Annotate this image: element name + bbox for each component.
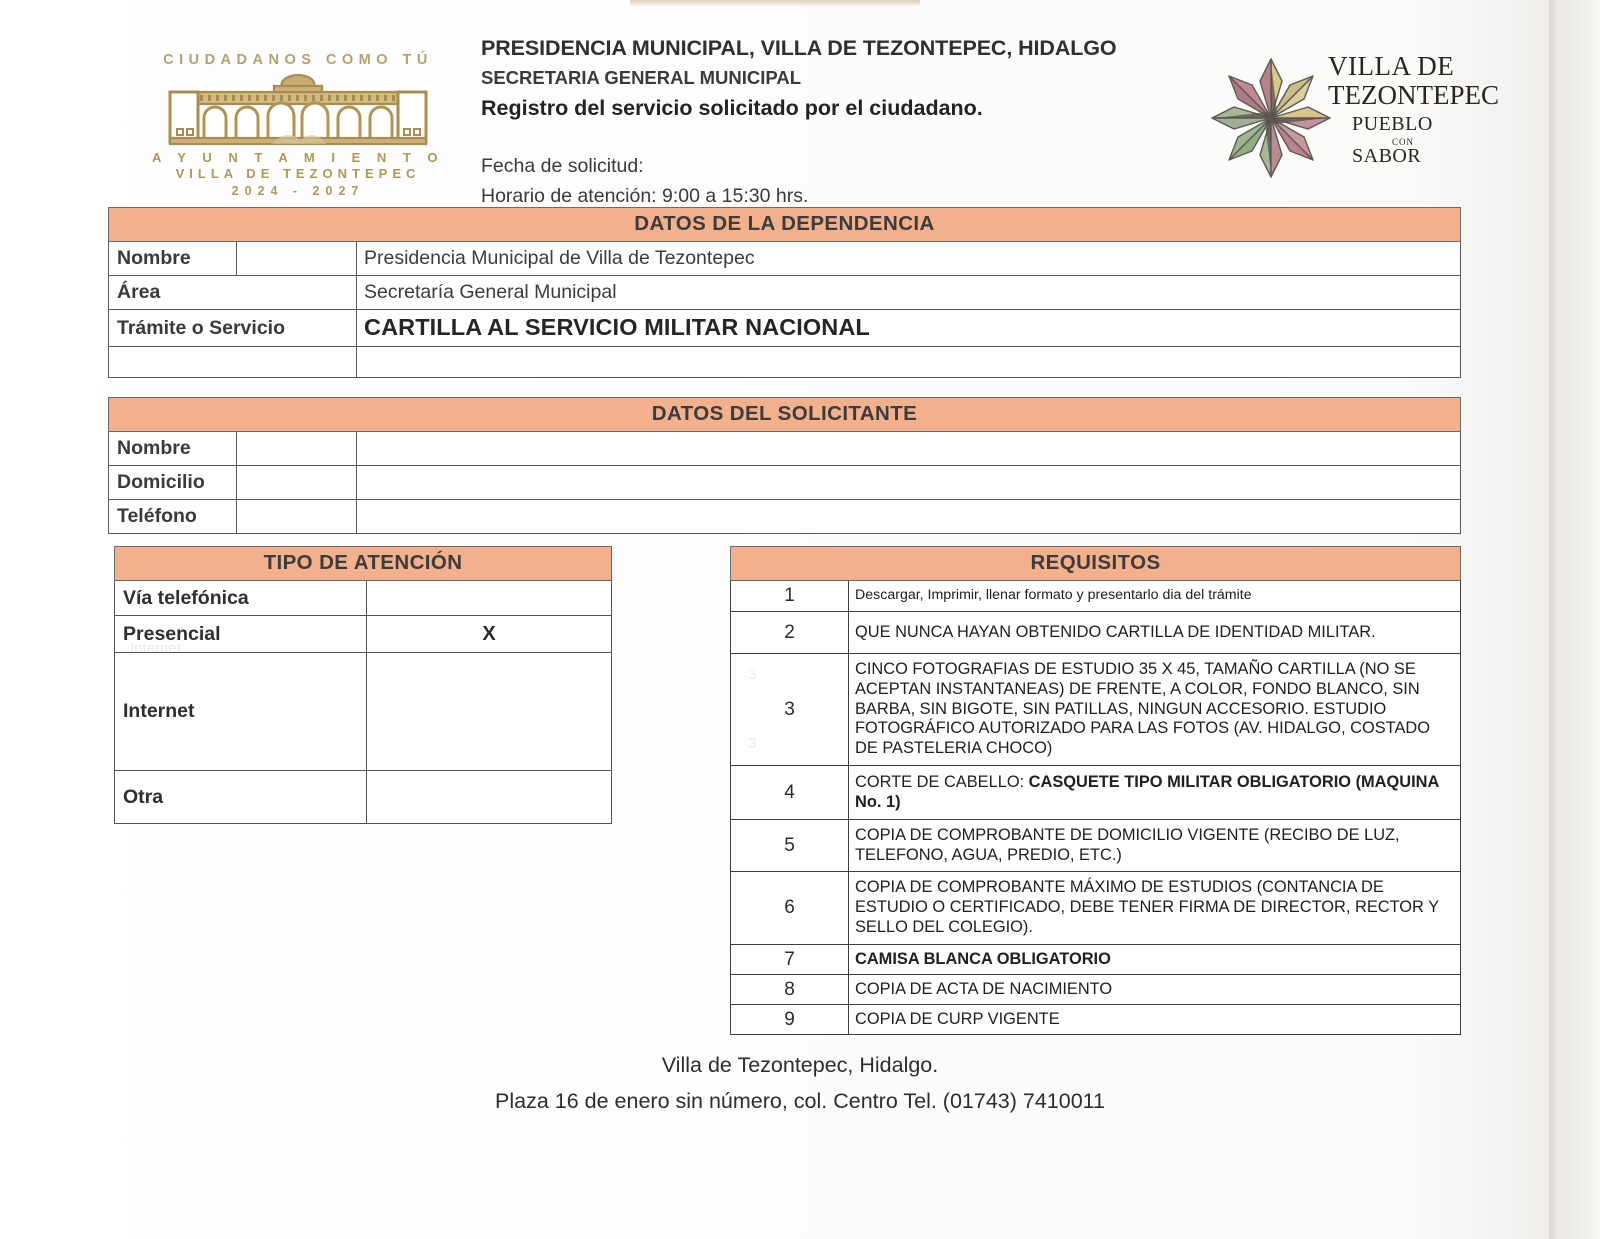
requisito-text: COPIA DE ACTA DE NACIMIENTO [855, 979, 1113, 998]
dependencia-tramite-value: CARTILLA AL SERVICIO MILITAR NACIONAL [364, 314, 870, 340]
header-title-block [481, 36, 1181, 121]
logo-word-con: CON [1392, 137, 1415, 148]
form-purpose-title: Registro del servicio solicitado por el ciudadano. [481, 96, 983, 120]
atencion-otra-label-cell [115, 771, 367, 824]
logo-word-tezontepec: TEZONTEPEC [1328, 79, 1499, 110]
dependencia-extra-label-cell[interactable] [109, 347, 357, 378]
requisito-text: QUE NUNCA HAYAN OBTENIDO CARTILLA DE IDENTIDAD MILITAR. [855, 622, 1376, 641]
logo-word-pueblo: PUEBLO [1352, 113, 1433, 136]
requisitos-band-cell [731, 547, 1461, 581]
atencion-internet-label-cell [115, 653, 367, 771]
logo-word-sabor: SABOR [1352, 145, 1422, 168]
solicitante-telefono-value [357, 512, 1460, 522]
requisito-text-bold: CASQUETE TIPO MILITAR OBLIGATORIO (MAQUINA No. 1) [855, 772, 1439, 811]
table-row [109, 310, 1461, 347]
solicitante-telefono-label: Teléfono [117, 505, 197, 527]
seal-ayuntamiento-label: A Y U N T A M I E N T O [151, 150, 445, 165]
municipal-seal-logo [148, 52, 448, 204]
star-flower-icon [1206, 53, 1336, 183]
solicitante-band-cell [109, 398, 1461, 432]
requisito-text-cell [849, 766, 1461, 820]
datos-dependencia-table [108, 207, 1461, 378]
requisito-number: 8 [784, 978, 795, 1000]
atencion-otra-checkbox-cell[interactable] [367, 771, 612, 824]
dependencia-area-value-cell[interactable] [357, 276, 1461, 310]
tipo-de-atencion-table [114, 546, 612, 824]
atencion-presencial-mark: X [482, 622, 496, 645]
requisito-number-cell [731, 1005, 849, 1035]
solicitante-domicilio-label: Domicilio [117, 471, 205, 493]
requisito-text-cell [849, 581, 1461, 612]
table-row [115, 771, 612, 824]
requisito-text: CINCO FOTOGRAFIAS DE ESTUDIO 35 X 45, TAMAÑO CARTILLA (NO SE ACEPTAN INSTANTANEAS) DE FRENTE, A COLOR, FONDO BLANCO, SIN BARBA, SIN BIGOTE, SIN PATILLAS, NINGUN ACCESORIO. ESTUDIO FOTOGRÁFICO AUTORIZADO PARA LAS FOTOS (AV. HIDALGO, COSTADO DE PASTELERIA CHOCO) [855, 660, 1430, 758]
dependencia-band-label: DATOS DE LA DEPENDENCIA [634, 212, 935, 235]
requisitos-band-label: REQUISITOS [1030, 551, 1161, 574]
table-row [115, 616, 612, 653]
solicitante-nombre-label-cell [109, 432, 237, 466]
horario-atencion-label: Horario de atención: 9:00 a 15:30 hrs. [481, 185, 809, 207]
requisito-number-cell [731, 581, 849, 612]
requisito-number: 1 [784, 585, 795, 606]
requisito-number-cell [731, 612, 849, 654]
solicitante-nombre-value [357, 444, 1460, 454]
solicitante-domicilio-label-cell [109, 466, 237, 500]
dependencia-band-cell [109, 208, 1461, 242]
table-row [731, 945, 1461, 975]
dependencia-nombre-label: Nombre [117, 247, 191, 269]
dependencia-area-value: Secretaría General Municipal [364, 281, 617, 303]
seal-period-label: 2024 - 2027 [231, 184, 365, 198]
table-row [731, 612, 1461, 654]
requisito-text-cell [849, 612, 1461, 654]
page-title: PRESIDENCIA MUNICIPAL, VILLA DE TEZONTEPEC, HIDALGO [481, 36, 1117, 60]
solicitante-domicilio-mid-cell[interactable] [237, 466, 357, 500]
table-band-row [109, 208, 1461, 242]
atencion-via-telefonica-label-cell [115, 581, 367, 616]
table-row [731, 581, 1461, 612]
requisito-text-cell [849, 872, 1461, 945]
table-row [731, 872, 1461, 945]
requisito-number: 7 [784, 948, 795, 970]
requisito-text: Descargar, Imprimir, llenar formato y presentarlo dia del trámite [855, 587, 1252, 604]
footer-address: Plaza 16 de enero sin número, col. Centro Tel. (01743) 7410011 [495, 1089, 1105, 1113]
requisito-number: 9 [784, 1008, 795, 1030]
seal-building-icon [154, 72, 442, 148]
table-band-row [109, 398, 1461, 432]
requisito-number-cell [731, 654, 849, 766]
requisito-number: 3 [784, 698, 795, 720]
footer-location: Villa de Tezontepec, Hidalgo. [661, 1053, 939, 1077]
villa-logo-wordmark [1328, 53, 1508, 168]
table-band-row [115, 547, 612, 581]
fecha-solicitud-label: Fecha de solicitud: [481, 155, 644, 177]
solicitante-nombre-mid-cell[interactable] [237, 432, 357, 466]
requisito-text: COPIA DE COMPROBANTE MÁXIMO DE ESTUDIOS (CONTANCIA DE ESTUDIO O CERTIFICADO, DEBE TENER FIRMA DE DIRECTOR, RECTOR Y SELLO DEL COLEGIO). [855, 878, 1439, 936]
solicitante-telefono-mid-cell[interactable] [237, 500, 357, 534]
solicitante-domicilio-value-cell[interactable] [357, 466, 1461, 500]
atencion-via-telefonica-checkbox-cell[interactable] [367, 581, 612, 616]
atencion-presencial-checkbox-cell[interactable] [367, 616, 612, 653]
atencion-band-cell [115, 547, 612, 581]
logo-word-villa-de: VILLA DE [1328, 51, 1455, 81]
requisito-number-cell [731, 945, 849, 975]
header-meta-block [481, 155, 1181, 208]
requisito-number-cell [731, 975, 849, 1005]
dependencia-tramite-label-cell [109, 310, 357, 347]
datos-solicitante-table [108, 397, 1461, 534]
solicitante-nombre-value-cell[interactable] [357, 432, 1461, 466]
atencion-presencial-label: Presencial [123, 622, 221, 645]
table-row [731, 975, 1461, 1005]
table-row [731, 1005, 1461, 1035]
requisito-text-cell [849, 975, 1461, 1005]
requisito-number: 4 [784, 781, 795, 803]
atencion-via-telefonica-label: Vía telefónica [123, 586, 249, 609]
table-row [115, 653, 612, 771]
table-row [109, 500, 1461, 534]
dependencia-nombre-value-cell[interactable] [357, 242, 1461, 276]
requisito-number-cell [731, 766, 849, 820]
dependencia-nombre-spacer-cell[interactable] [237, 242, 357, 276]
table-row [109, 432, 1461, 466]
requisito-number: 2 [784, 621, 795, 643]
requisitos-table [730, 546, 1461, 1035]
seal-municipality-label: VILLA DE TEZONTEPEC [175, 166, 421, 181]
document-header [0, 0, 1600, 205]
dependencia-area-label: Área [117, 281, 161, 303]
requisito-text-cell [849, 945, 1461, 975]
dependencia-nombre-label-cell [109, 242, 237, 276]
requisito-number: 5 [784, 834, 795, 856]
requisito-number: 6 [784, 897, 795, 918]
requisito-text-cell [849, 820, 1461, 872]
document-footer [0, 1053, 1600, 1114]
requisito-text: COPIA DE CURP VIGENTE [855, 1009, 1060, 1028]
table-band-row [731, 547, 1461, 581]
table-row [109, 276, 1461, 310]
table-row [109, 242, 1461, 276]
requisito-text: CAMISA BLANCA OBLIGATORIO [855, 949, 1111, 968]
requisito-text: COPIA DE COMPROBANTE DE DOMICILIO VIGENTE (RECIBO DE LUZ, TELEFONO, AGUA, PREDIO, ETC.) [855, 825, 1400, 864]
requisito-text-cell [849, 1005, 1461, 1035]
seal-tagline: CIUDADANOS COMO TÚ [163, 52, 433, 68]
requisito-text-cell [849, 654, 1461, 766]
table-row [109, 347, 1461, 378]
solicitante-nombre-label: Nombre [117, 437, 191, 459]
atencion-internet-label: Internet [123, 700, 195, 722]
dependencia-extra-value-cell[interactable] [357, 347, 1461, 378]
table-row [731, 654, 1461, 766]
atencion-otra-label: Otra [123, 785, 164, 808]
requisito-number-cell [731, 872, 849, 945]
table-row [731, 820, 1461, 872]
solicitante-domicilio-value [357, 478, 1460, 488]
villa-tezontepec-logo [1200, 45, 1500, 205]
solicitante-telefono-value-cell[interactable] [357, 500, 1461, 534]
dependencia-tramite-value-cell[interactable] [357, 310, 1461, 347]
dependencia-tramite-label: Trámite o Servicio [117, 316, 285, 339]
dependencia-area-label-cell [109, 276, 357, 310]
requisito-text-mixed [849, 770, 1460, 815]
table-row [731, 766, 1461, 820]
atencion-band-label: TIPO DE ATENCIÓN [263, 551, 463, 574]
requisito-text-plain: CORTE DE CABELLO: [855, 772, 1029, 791]
table-row [109, 466, 1461, 500]
solicitante-band-label: DATOS DEL SOLICITANTE [651, 402, 918, 425]
table-row [115, 581, 612, 616]
atencion-presencial-label-cell [115, 616, 367, 653]
dependencia-nombre-value: Presidencia Municipal de Villa de Tezontepec [364, 247, 755, 269]
page-subtitle: SECRETARIA GENERAL MUNICIPAL [481, 67, 801, 88]
solicitante-telefono-label-cell [109, 500, 237, 534]
requisito-number-cell [731, 820, 849, 872]
atencion-internet-checkbox-cell[interactable] [367, 653, 612, 771]
